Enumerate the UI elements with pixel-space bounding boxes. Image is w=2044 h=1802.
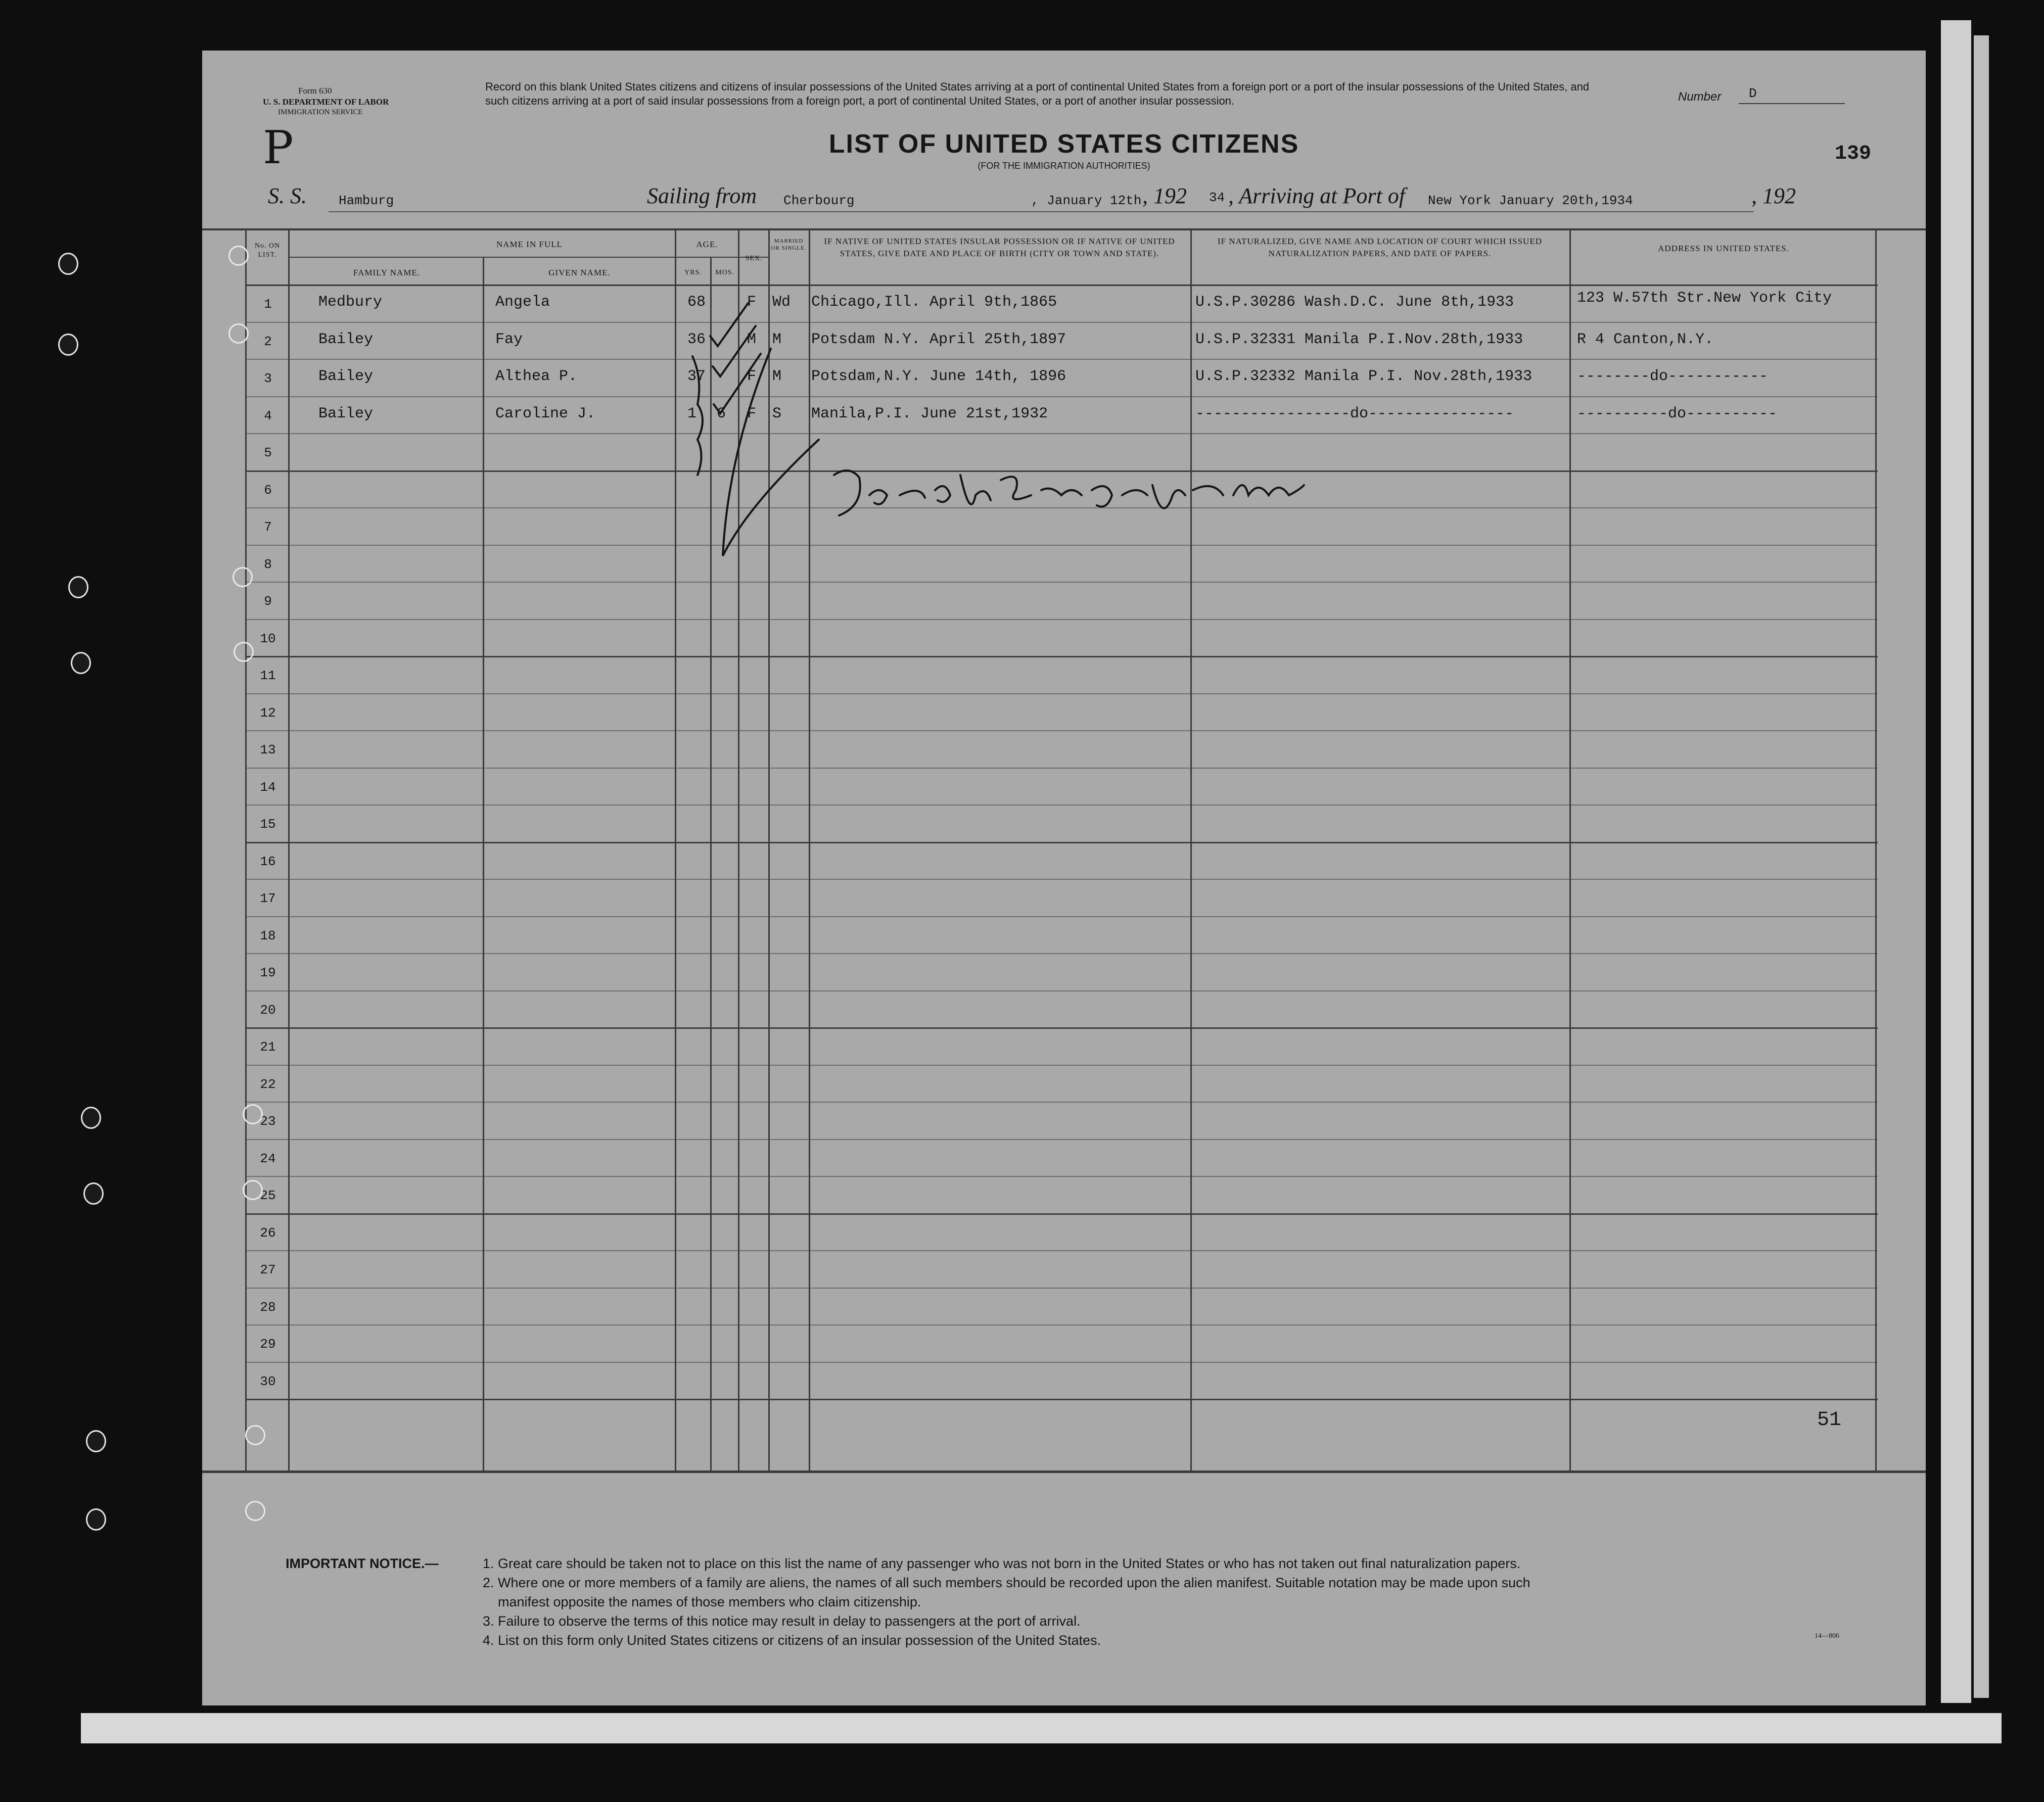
header-given-name: GIVEN NAME. <box>548 268 611 277</box>
department-label: U. S. DEPARTMENT OF LABOR <box>263 97 389 107</box>
row-number: 21 <box>260 1039 276 1055</box>
binder-hole <box>81 1107 101 1129</box>
handwritten-marks <box>202 51 1926 1705</box>
binder-hole <box>86 1430 106 1452</box>
page-number: 139 <box>1835 143 1872 165</box>
row-number: 10 <box>260 631 276 646</box>
header-yrs: YRS. <box>684 269 702 276</box>
row-number: 8 <box>264 556 272 572</box>
sailing-date: , January 12th <box>1031 193 1142 208</box>
family-name-cell: Medbury <box>318 294 383 311</box>
notice-item: 4. List on this form only United States citizens or citizens of an insular possession of the United States. <box>483 1633 1101 1648</box>
address-cell: ----------do---------- <box>1577 405 1778 422</box>
row-number: 26 <box>260 1225 276 1241</box>
manifest-sheet <box>202 51 1926 1705</box>
row-number: 24 <box>260 1151 276 1166</box>
naturalization-cell: U.S.P.32332 Manila P.I. Nov.28th,1933 <box>1195 368 1532 385</box>
birth-cell: Potsdam N.Y. April 25th,1897 <box>811 330 1066 348</box>
ship-name: Hamburg <box>339 193 394 208</box>
age-years-cell: 1 <box>687 405 697 422</box>
header-family-name: FAMILY NAME. <box>353 268 421 277</box>
header-naturalized: IF NATURALIZED, GIVE NAME AND LOCATION OF COURT WHICH ISSUED NATURALIZATION PAPERS, AND DATE OF PAPERS. <box>1217 236 1542 258</box>
reinforcement-ring <box>228 323 249 344</box>
row-number: 1 <box>264 297 272 312</box>
row-number: 13 <box>260 742 276 757</box>
row-number: 7 <box>264 519 272 535</box>
binder-hole <box>71 652 91 674</box>
preamble-text: Record on this blank United States citizens and citizens of insular possessions of the United States arriving at a port of continental United States from a foreign port or a port of the insular possessions of the United States, and such citizens arriving at a port of said insular possessions from a foreign port, a port of continental United States, or a port of another insular possession. <box>485 80 1590 107</box>
reinforcement-ring <box>233 567 253 587</box>
row-number: 2 <box>264 334 272 349</box>
header-married: MARRIED OR SINGLE. <box>771 238 807 251</box>
reinforcement-ring <box>245 1425 265 1445</box>
row-number: 25 <box>260 1188 276 1203</box>
address-cell: --------do----------- <box>1577 368 1769 385</box>
ss-label: S. S. <box>268 183 307 208</box>
row-number: 20 <box>260 1002 276 1018</box>
row-number: 4 <box>264 408 272 423</box>
row-number: 30 <box>260 1373 276 1389</box>
given-name-cell: Althea P. <box>495 368 578 385</box>
sex-cell: M <box>747 330 757 348</box>
print-code: 14—806 <box>1815 1632 1839 1640</box>
sex-cell: F <box>747 405 757 422</box>
notice-heading: IMPORTANT NOTICE.— <box>286 1556 439 1571</box>
naturalization-cell: U.S.P.30286 Wash.D.C. June 8th,1933 <box>1195 294 1514 311</box>
page-title: LIST OF UNITED STATES CITIZENS <box>828 129 1299 159</box>
row-number: 3 <box>264 371 272 386</box>
reinforcement-ring <box>243 1180 263 1200</box>
binder-hole <box>83 1182 104 1205</box>
row-number: 23 <box>260 1114 276 1129</box>
long-check-mark <box>723 349 819 556</box>
family-name-cell: Bailey <box>318 330 374 348</box>
row-number: 19 <box>260 965 276 980</box>
naturalization-cell: U.S.P.32331 Manila P.I.Nov.28th,1933 <box>1195 330 1523 348</box>
row-number: 18 <box>260 928 276 943</box>
row-number: 11 <box>260 668 276 683</box>
row-number: 27 <box>260 1262 276 1277</box>
marital-status-cell: Wd <box>772 294 791 311</box>
marital-status-cell: M <box>772 368 782 385</box>
check-mark <box>714 354 761 413</box>
row-number: 14 <box>260 779 276 795</box>
notice-item: 2. Where one or more members of a family are aliens, the names of all such members should be recorded upon the alien manifest. Suitable notation may be made upon such <box>483 1575 1530 1590</box>
arriving-value: New York January 20th,1934 <box>1428 193 1633 208</box>
row-number: 6 <box>264 482 272 498</box>
sailing-port: Cherbourg <box>783 193 855 208</box>
family-name-cell: Bailey <box>318 405 374 422</box>
binder-hole <box>86 1508 106 1531</box>
marital-status-cell: M <box>772 330 782 348</box>
header-sex: SEX. <box>745 255 763 262</box>
birth-cell: Chicago,Ill. April 9th,1865 <box>811 294 1057 311</box>
check-mark <box>710 303 748 346</box>
family-name-cell: Bailey <box>318 368 374 385</box>
given-name-cell: Angela <box>495 294 550 311</box>
form-number: Form 630 <box>298 86 332 96</box>
header-birth: IF NATIVE OF UNITED STATES INSULAR POSSESSION OR IF NATIVE OF UNITED STATES, GIVE DATE AND PLACE OF BIRTH (CITY OR TOWN AND STATE). <box>824 236 1175 258</box>
year-suffix: 34 <box>1209 190 1225 205</box>
header-age: AGE. <box>696 240 718 249</box>
notice-item: manifest opposite the names of those members who claim citizenship. <box>498 1594 921 1609</box>
service-label: IMMIGRATION SERVICE <box>278 108 363 116</box>
year-prefix: , 192 <box>1142 183 1187 208</box>
bracket-mark <box>692 356 703 475</box>
year-end: , 192 <box>1751 183 1796 208</box>
row-number: 28 <box>260 1299 276 1315</box>
binder-hole <box>58 253 78 275</box>
binder-hole <box>58 334 78 356</box>
row-number: 15 <box>260 817 276 832</box>
header-mos: MOS. <box>715 269 734 276</box>
signature-stroke <box>1193 485 1304 495</box>
binder-hole <box>68 576 88 598</box>
corner-mark: P <box>263 121 294 174</box>
page-stack-edge <box>1941 20 1971 1703</box>
header-name-in-full: NAME IN FULL <box>496 240 563 249</box>
row-number: 9 <box>264 594 272 609</box>
page-stack-bottom <box>81 1713 2002 1743</box>
handwritten-signature-text <box>834 520 838 521</box>
notice-item: 3. Failure to observe the terms of this notice may result in delay to passengers at the port of arrival. <box>483 1614 1081 1629</box>
row-number: 22 <box>260 1076 276 1092</box>
number-value: D <box>1749 86 1757 101</box>
address-cell: 123 W.57th Str.New York City <box>1577 290 1832 307</box>
age-years-cell: 37 <box>687 368 706 385</box>
header-address: ADDRESS IN UNITED STATES. <box>1658 244 1789 253</box>
age-years-cell: 36 <box>687 330 706 348</box>
page-stack-edge <box>1974 35 1989 1698</box>
address-cell: R 4 Canton,N.Y. <box>1577 330 1714 348</box>
notice-item: 1. Great care should be taken not to place on this list the name of any passenger who was not born in the United States or who has not taken out final naturalization papers. <box>483 1556 1521 1571</box>
age-years-cell: 68 <box>687 294 706 311</box>
age-months-cell: 6 <box>717 405 726 422</box>
number-label: Number <box>1678 90 1722 104</box>
reinforcement-ring <box>245 1501 265 1521</box>
given-name-cell: Caroline J. <box>495 405 596 422</box>
sex-cell: F <box>747 368 757 385</box>
signature-stroke <box>1001 477 1185 508</box>
sailing-label: Sailing from <box>647 183 757 208</box>
page-subtitle: (FOR THE IMMIGRATION AUTHORITIES) <box>978 161 1150 171</box>
row-number: 29 <box>260 1337 276 1352</box>
row-number: 16 <box>260 853 276 869</box>
signature-stroke <box>834 470 991 515</box>
birth-cell: Manila,P.I. June 21st,1932 <box>811 405 1048 422</box>
row-number: 17 <box>260 891 276 906</box>
reinforcement-ring <box>228 246 249 266</box>
naturalization-cell: -----------------do---------------- <box>1195 405 1514 422</box>
given-name-cell: Fay <box>495 330 523 348</box>
sex-cell: F <box>747 294 757 311</box>
marital-status-cell: S <box>772 405 782 422</box>
stamp-number: 51 <box>1817 1409 1842 1432</box>
row-number: 5 <box>264 445 272 460</box>
birth-cell: Potsdam,N.Y. June 14th, 1896 <box>811 368 1066 385</box>
reinforcement-ring <box>234 642 254 662</box>
arriving-label: , Arriving at Port of <box>1228 183 1405 208</box>
reinforcement-ring <box>243 1104 263 1124</box>
header-no-on-list: No. ON LIST. <box>254 242 281 259</box>
row-number: 12 <box>260 705 276 721</box>
